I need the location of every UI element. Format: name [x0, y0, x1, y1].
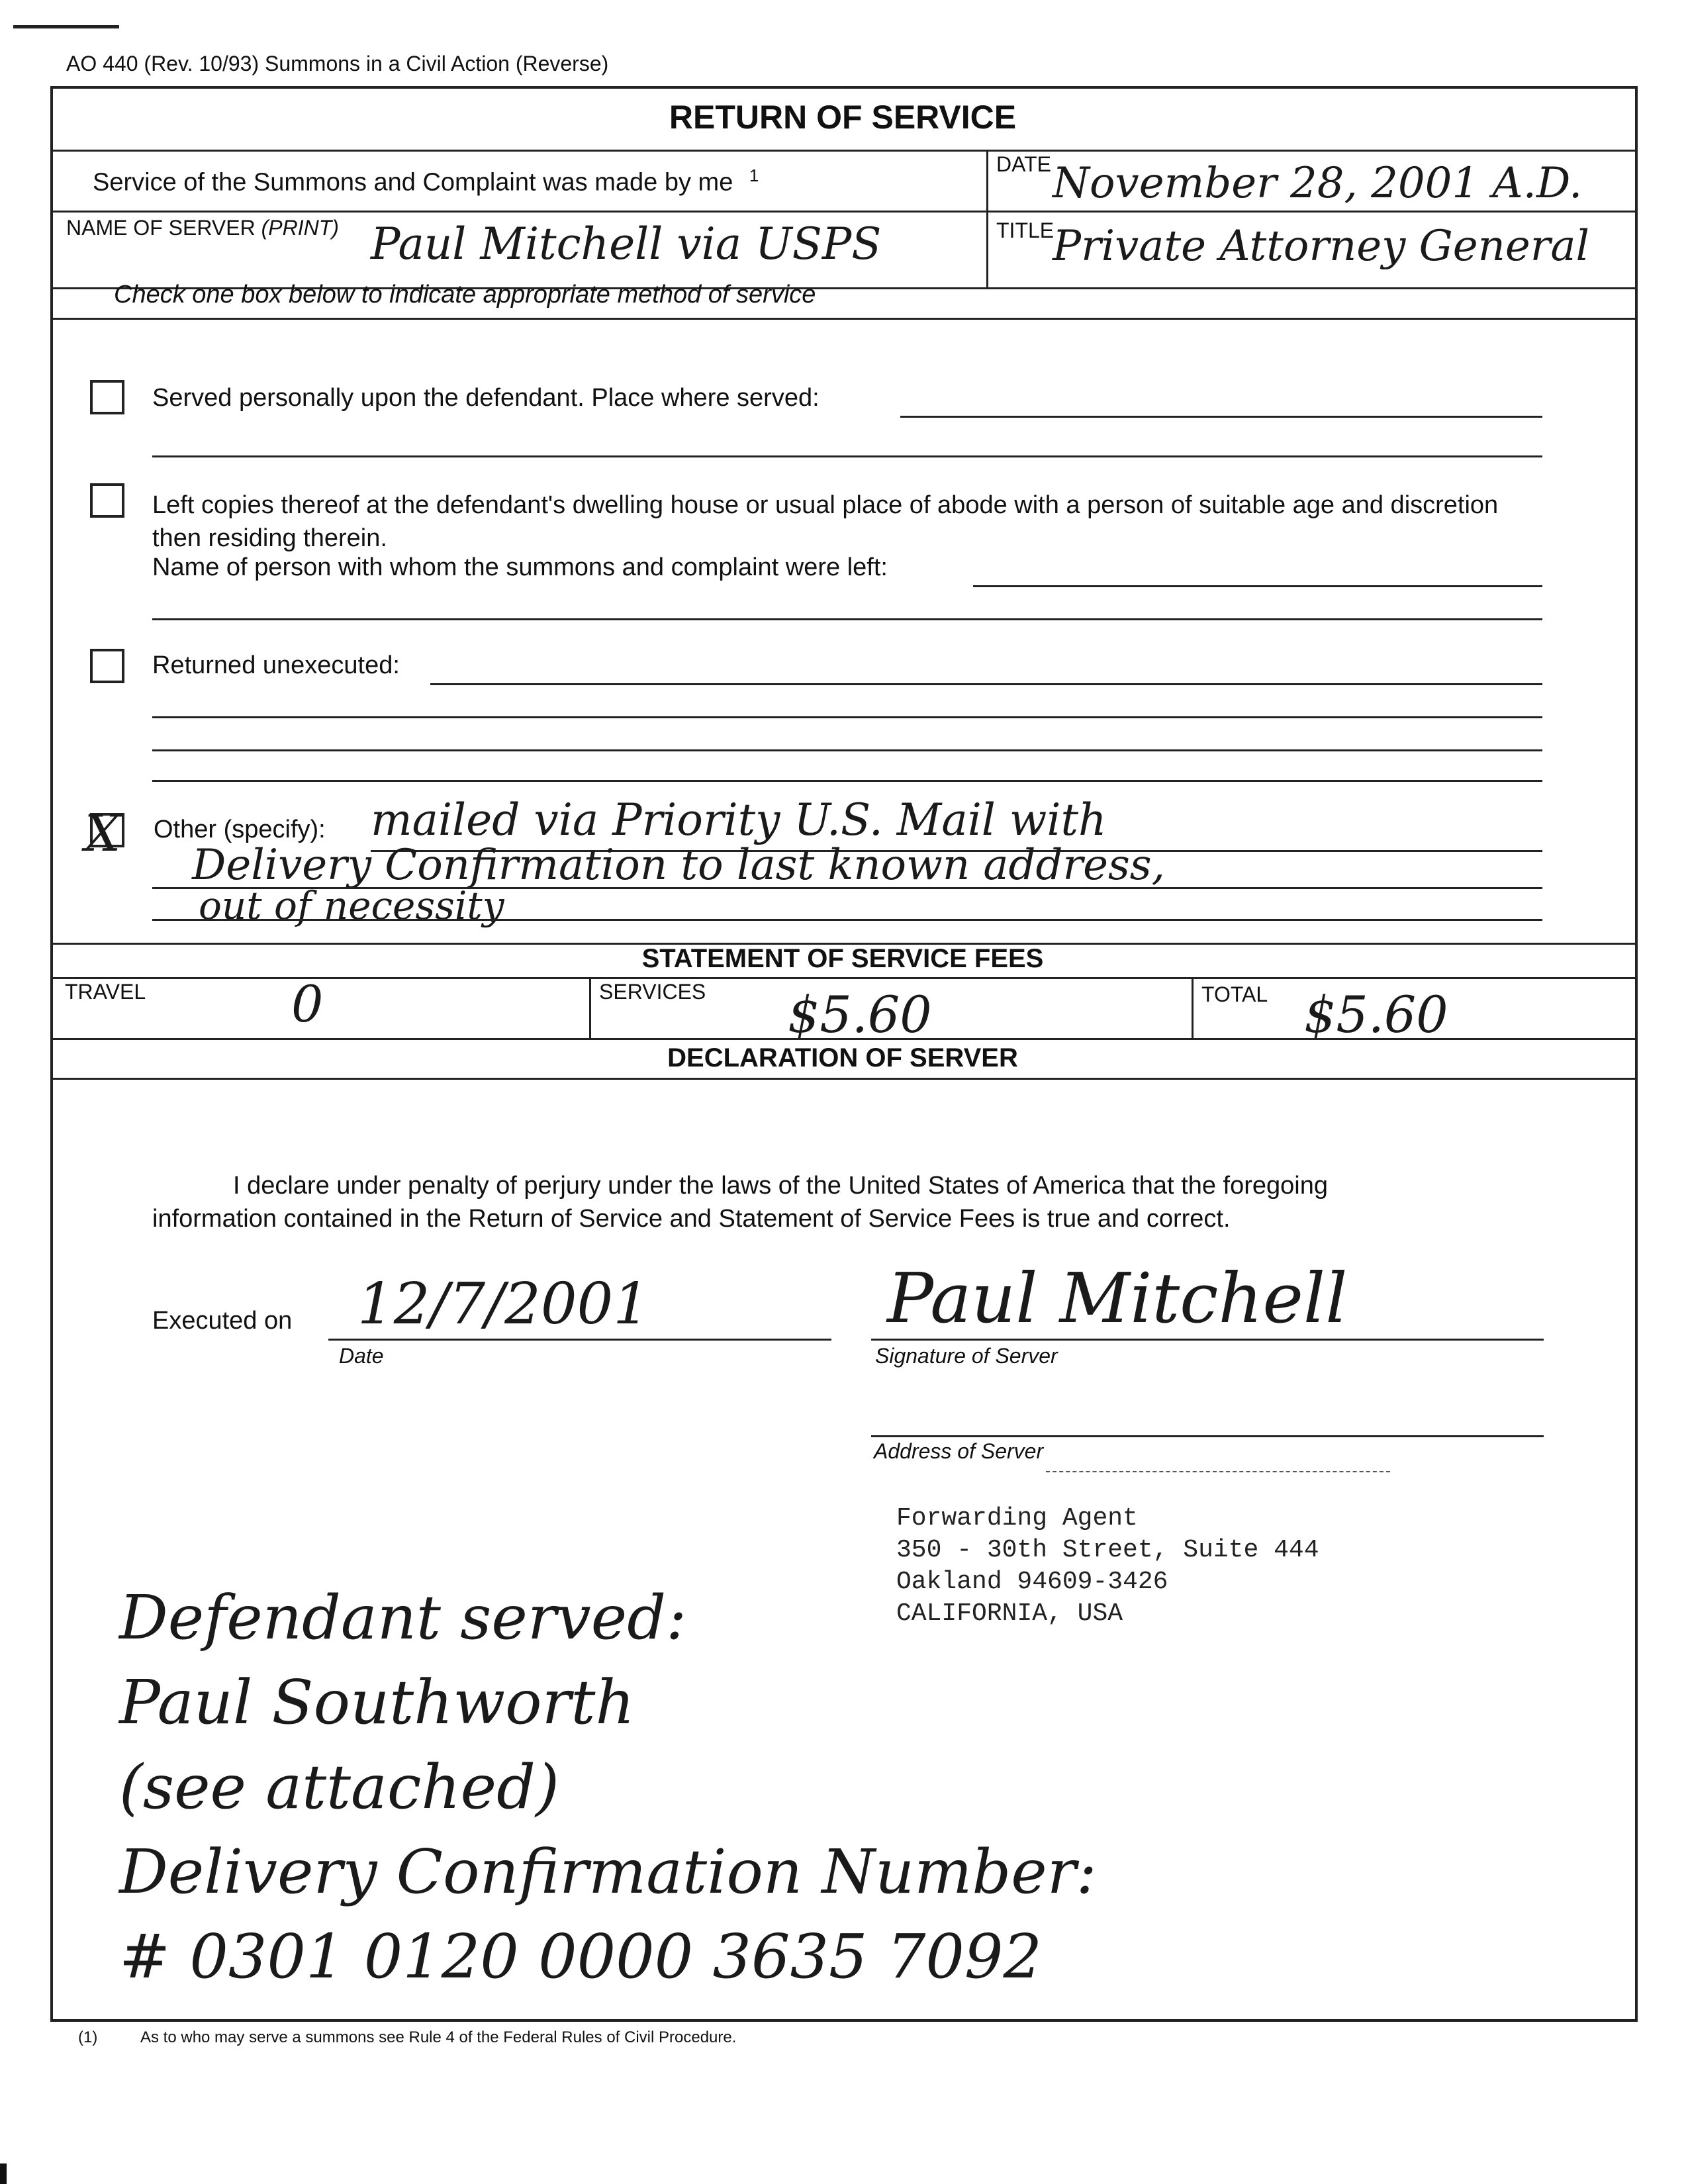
server-signature: Paul Mitchell	[887, 1258, 1348, 1339]
note-line-defendant-served: Defendant served:	[119, 1582, 687, 1653]
executed-date: 12/7/2001	[357, 1271, 649, 1337]
address-stamp-line: CALIFORNIA, USA	[896, 1599, 1123, 1628]
fees-divider-mid	[53, 977, 1635, 979]
note-line-see-attached: (see attached)	[119, 1752, 559, 1823]
declaration-title: DECLARATION OF SERVER	[667, 1043, 1018, 1072]
travel-value: 0	[291, 974, 324, 1033]
handwritten-note	[119, 1576, 1097, 1999]
row-divider-3	[53, 318, 1635, 320]
row-divider-1	[53, 211, 1635, 213]
declaration-divider	[53, 1078, 1635, 1080]
date-divider	[986, 150, 988, 287]
address-line	[871, 1435, 1544, 1437]
address-dashed-line	[1046, 1471, 1390, 1472]
fill-line	[152, 455, 1542, 457]
other-specify-line-3: out of necessity	[199, 883, 504, 928]
return-of-service-title: RETURN OF SERVICE	[669, 99, 1017, 136]
fill-line	[152, 780, 1542, 782]
form-header: AO 440 (Rev. 10/93) Summons in a Civil Action (Reverse)	[66, 52, 609, 75]
signature-label: Signature of Server	[875, 1344, 1058, 1368]
fill-line	[430, 683, 1542, 685]
checkbox-returned-unexecuted[interactable]	[90, 649, 124, 683]
title-divider	[53, 150, 1635, 152]
address-stamp-line: 350 - 30th Street, Suite 444	[896, 1536, 1319, 1564]
executed-date-label: Date	[339, 1344, 384, 1368]
service-footnote-mark: 1	[749, 166, 759, 185]
fees-col-divider-1	[589, 977, 591, 1038]
server-name-value: Paul Mitchell via USPS	[371, 218, 882, 269]
checkbox-other-mark: X	[85, 804, 121, 863]
fill-line	[152, 618, 1542, 620]
other-specify-line-1: mailed via Priority U.S. Mail with	[371, 794, 1107, 845]
scan-mark-line	[13, 25, 119, 28]
note-line-confirmation-label: Delivery Confirmation Number:	[119, 1836, 1097, 1907]
footnote-mark: (1)	[78, 2028, 98, 2046]
services-label: SERVICES	[599, 980, 706, 1004]
service-statement	[93, 166, 759, 197]
footnote-text: As to who may serve a summons see Rule 4 of the Federal Rules of Civil Procedure.	[140, 2028, 737, 2046]
check-instruction: Check one box below to indicate appropriate method of service	[114, 281, 816, 309]
fill-line	[152, 749, 1542, 751]
name-label-text: NAME OF SERVER	[66, 216, 256, 240]
declaration-line-1: I declare under penalty of perjury under the laws of the United States of America that the foregoing	[233, 1172, 1328, 1200]
note-line-confirmation-number: # 0301 0120 0000 3635 7092	[119, 1921, 1042, 1992]
name-of-server-label	[66, 216, 339, 240]
fill-line	[973, 585, 1542, 587]
scan-mark-block	[0, 2163, 7, 2184]
date-label: DATE	[996, 152, 1051, 176]
note-line-defendant-name: Paul Southworth	[119, 1667, 635, 1738]
option-other-label: Other (specify):	[154, 816, 326, 843]
services-value: $5.60	[788, 985, 932, 1044]
travel-label: TRAVEL	[65, 980, 146, 1004]
fill-line	[152, 919, 1542, 921]
fill-line	[152, 716, 1542, 718]
checkbox-served-personally[interactable]	[90, 380, 124, 414]
title-label: TITLE	[996, 218, 1055, 242]
total-label: TOTAL	[1201, 982, 1268, 1006]
service-date-value: November 28, 2001 A.D.	[1053, 159, 1583, 208]
checkbox-left-copies[interactable]	[90, 483, 124, 518]
fees-title: STATEMENT OF SERVICE FEES	[641, 944, 1044, 973]
address-stamp-line: Oakland 94609-3426	[896, 1568, 1168, 1596]
option-left-copies: Left copies thereof at the defendant's dwelling house or usual place of abode with a person of suitable age and discretion then residing therein.	[152, 491, 1499, 552]
executed-on-label: Executed on	[152, 1307, 293, 1335]
address-label: Address of Server	[874, 1439, 1044, 1463]
fees-divider-bottom	[53, 1038, 1635, 1040]
option-served-personally: Served personally upon the defendant. Place where served:	[152, 384, 820, 412]
server-title-value: Private Attorney General	[1053, 222, 1589, 271]
name-label-print: (PRINT)	[261, 216, 339, 240]
total-value: $5.60	[1304, 985, 1448, 1044]
option-left-copies-subtext: Name of person with whom the summons and complaint were left:	[152, 553, 888, 581]
address-stamp-line: Forwarding Agent	[896, 1504, 1138, 1533]
fill-line	[900, 416, 1542, 418]
other-specify-line-2: Delivery Confirmation to last known address,	[192, 841, 1165, 890]
executed-date-line	[328, 1339, 831, 1341]
signature-line	[871, 1339, 1544, 1341]
option-returned-unexecuted: Returned unexecuted:	[152, 651, 400, 679]
declaration-line-2: information contained in the Return of Service and Statement of Service Fees is true and correct.	[152, 1205, 1231, 1233]
fees-col-divider-2	[1192, 977, 1194, 1038]
service-statement-text: Service of the Summons and Complaint was made by me	[93, 168, 733, 197]
